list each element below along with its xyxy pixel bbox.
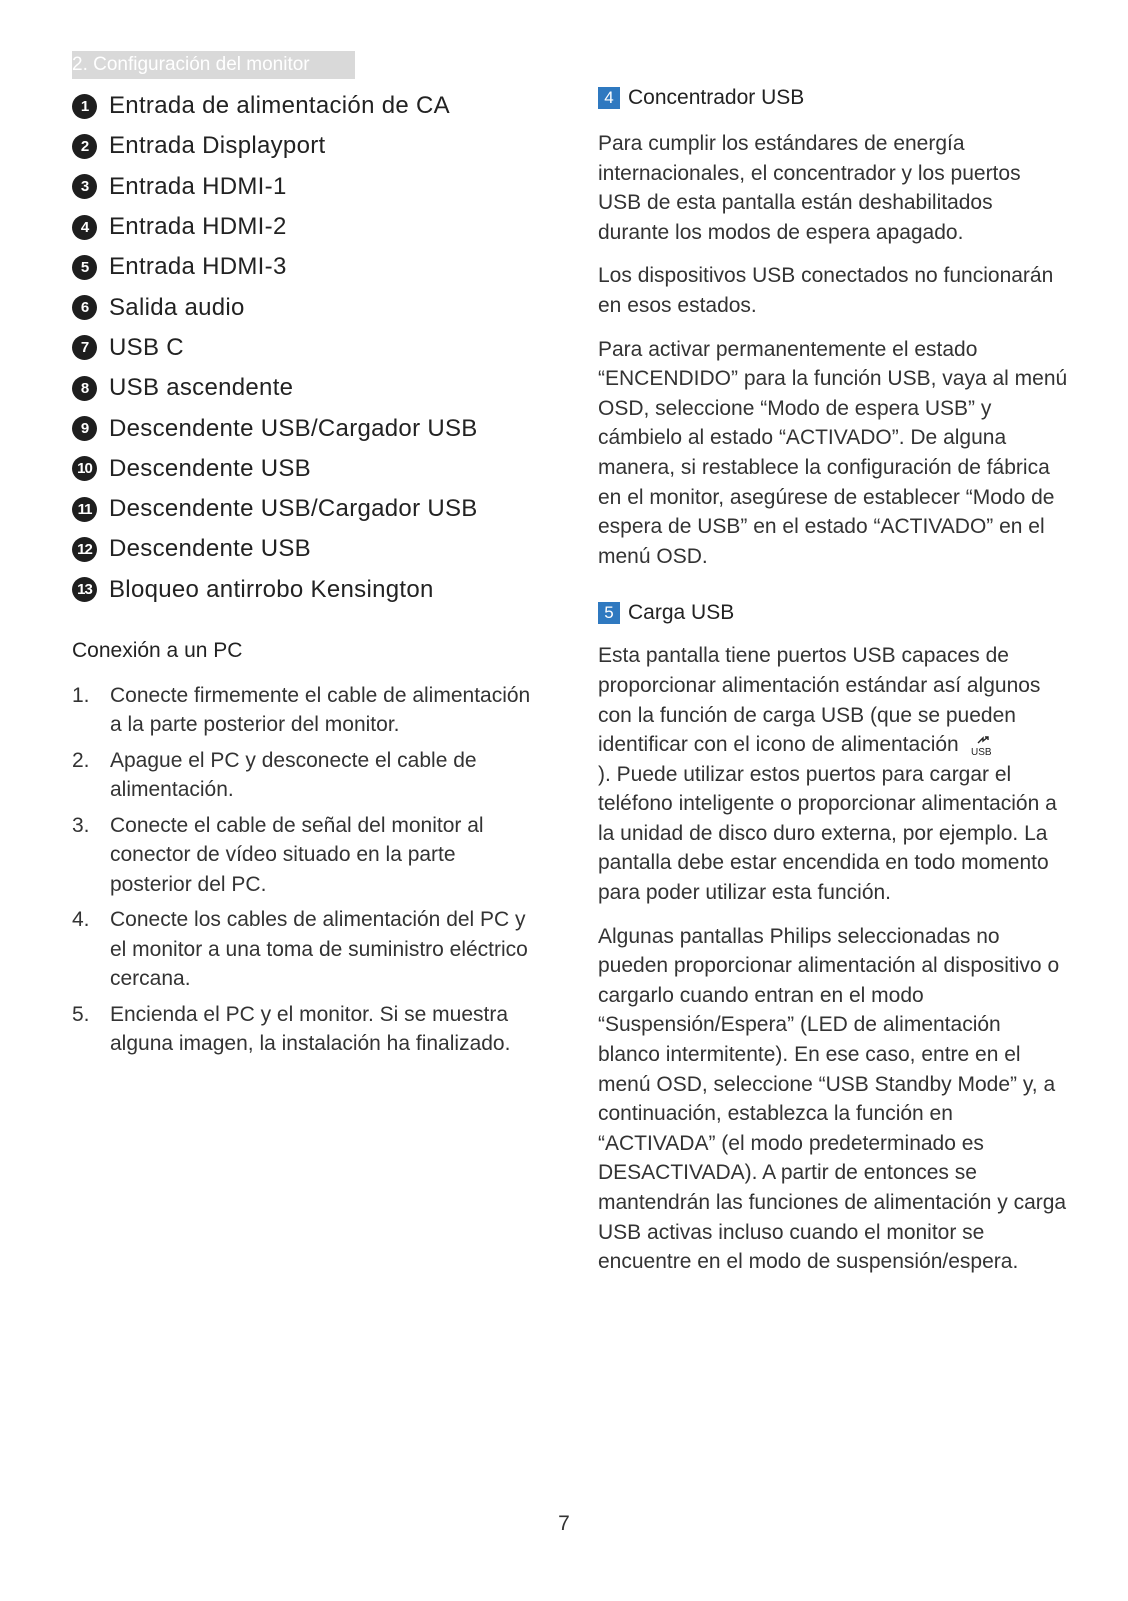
list-item bbox=[72, 811, 532, 900]
step-text: Conecte firmemente el cable de alimentación a la parte posterior del monitor. bbox=[110, 683, 531, 737]
port-label: USB ascendente bbox=[109, 374, 294, 402]
step-number: 5. bbox=[72, 1002, 90, 1026]
section-number-badge: 4 bbox=[598, 87, 620, 109]
list-item bbox=[72, 681, 532, 740]
list-item bbox=[72, 489, 532, 529]
port-label: Salida audio bbox=[109, 293, 245, 321]
usb-icon-label: USB bbox=[970, 747, 992, 758]
pc-connection-steps bbox=[72, 681, 532, 1059]
list-item bbox=[72, 328, 532, 368]
number-badge: 13 bbox=[72, 577, 97, 602]
left-column bbox=[72, 86, 532, 1065]
list-item bbox=[72, 529, 532, 569]
step-text: Encienda el PC y el monitor. Si se muestra alguna imagen, la instalación ha finalizado. bbox=[110, 1002, 511, 1056]
number-badge: 5 bbox=[72, 255, 97, 280]
usb-charging-paragraph: Algunas pantallas Philips seleccionadas no pueden proporcionar alimentación al dispositivo o cargarlo cuando entran en el modo “Suspensión/Espera” (LED de alimentación blanco intermitente). En ese caso, entre en el menú OSD, seleccione “USB Standby Mode” y, a continuación, establezca la función en “ACTIVADA” (el modo predeterminado es DESACTIVADA). A partir de entonces se mantendrán las funciones de alimentación y carga USB activas incluso cuando el monitor se encuentre en el modo de suspensión/espera. bbox=[598, 924, 1067, 1274]
list-item bbox=[72, 247, 532, 287]
step-text: Conecte los cables de alimentación del PC y el monitor a una toma de suministro eléctrico cercana. bbox=[110, 908, 528, 991]
port-label: Entrada Displayport bbox=[109, 132, 326, 160]
list-item bbox=[72, 86, 532, 126]
number-badge: 6 bbox=[72, 295, 97, 320]
list-item bbox=[72, 746, 532, 805]
port-label: Descendente USB/Cargador USB bbox=[109, 495, 478, 523]
number-badge: 3 bbox=[72, 174, 97, 199]
step-text: Conecte el cable de señal del monitor al conector de vídeo situado en la parte posterior del PC. bbox=[110, 813, 484, 896]
list-item bbox=[72, 368, 532, 408]
list-item bbox=[72, 126, 532, 166]
port-label: Descendente USB bbox=[109, 454, 311, 482]
port-label: USB C bbox=[109, 333, 184, 361]
list-item bbox=[72, 1000, 532, 1059]
step-number: 4. bbox=[72, 908, 90, 932]
usb-hub-paragraph: Para activar permanentemente el estado “ENCENDIDO” para la función USB, vaya al menú OSD, seleccione “Modo de espera USB” y cámbielo al estado “ACTIVADO”. De alguna manera, si restablece la configuración de fábrica en el monitor, asegúrese de establecer “Modo de espera de USB” en el estado “ACTIVADO” en el menú OSD. bbox=[598, 337, 1068, 568]
step-text: Apague el PC y desconecte el cable de alimentación. bbox=[110, 748, 477, 802]
usb-charging-paragraph bbox=[598, 641, 1068, 907]
list-item bbox=[72, 449, 532, 489]
usb-charging-text: Esta pantalla tiene puertos USB capaces de proporcionar alimentación estándar así algunos con la función de carga USB (que se pueden identificar con el icono de alimentación bbox=[598, 644, 1041, 757]
section-number-badge: 5 bbox=[598, 602, 620, 624]
list-item bbox=[72, 570, 532, 610]
section-header bbox=[72, 51, 355, 79]
list-item bbox=[72, 207, 532, 247]
usb-charge-icon bbox=[969, 735, 995, 757]
section-header-text: 2. Configuración del monitor bbox=[72, 54, 310, 75]
page-number: 7 bbox=[558, 1512, 570, 1535]
number-badge: 12 bbox=[72, 537, 97, 562]
port-label: Bloqueo antirrobo Kensington bbox=[109, 575, 434, 603]
port-label: Entrada HDMI-1 bbox=[109, 172, 287, 200]
usb-hub-heading bbox=[598, 86, 1068, 110]
list-item bbox=[72, 167, 532, 207]
right-column bbox=[598, 86, 1068, 1277]
usb-hub-paragraph: Para cumplir los estándares de energía internacionales, el concentrador y los puertos USB de esta pantalla están deshabilitados durante los modos de espera apagado. bbox=[598, 132, 1021, 244]
step-number: 3. bbox=[72, 813, 90, 837]
port-label: Descendente USB/Cargador USB bbox=[109, 414, 478, 442]
usb-charging-title: Carga USB bbox=[628, 601, 735, 625]
number-badge: 2 bbox=[72, 134, 97, 159]
usb-charging-text: ). Puede utilizar estos puertos para cargar el teléfono inteligente o proporcionar alimentación a la unidad de disco duro externa, por ejemplo. La pantalla debe estar encendida en todo momento para poder utilizar esta función. bbox=[598, 762, 1057, 905]
port-label: Entrada de alimentación de CA bbox=[109, 92, 450, 120]
list-item bbox=[72, 408, 532, 448]
number-badge: 7 bbox=[72, 335, 97, 360]
step-number: 1. bbox=[72, 683, 90, 707]
number-badge: 11 bbox=[72, 497, 97, 522]
usb-charging-heading bbox=[598, 601, 1068, 625]
step-number: 2. bbox=[72, 748, 90, 772]
port-label: Entrada HDMI-2 bbox=[109, 213, 287, 241]
port-label: Descendente USB bbox=[109, 535, 311, 563]
number-badge: 10 bbox=[72, 456, 97, 481]
usb-hub-title: Concentrador USB bbox=[628, 86, 805, 109]
number-badge: 8 bbox=[72, 376, 97, 401]
port-label: Entrada HDMI-3 bbox=[109, 253, 287, 281]
number-badge: 4 bbox=[72, 215, 97, 240]
usb-hub-paragraph: Los dispositivos USB conectados no funcionarán en esos estados. bbox=[598, 264, 1054, 317]
number-badge: 9 bbox=[72, 416, 97, 441]
port-list bbox=[72, 86, 532, 610]
list-item bbox=[72, 905, 532, 994]
list-item bbox=[72, 287, 532, 327]
pc-connection-heading: Conexión a un PC bbox=[72, 638, 243, 662]
number-badge: 1 bbox=[72, 94, 97, 119]
